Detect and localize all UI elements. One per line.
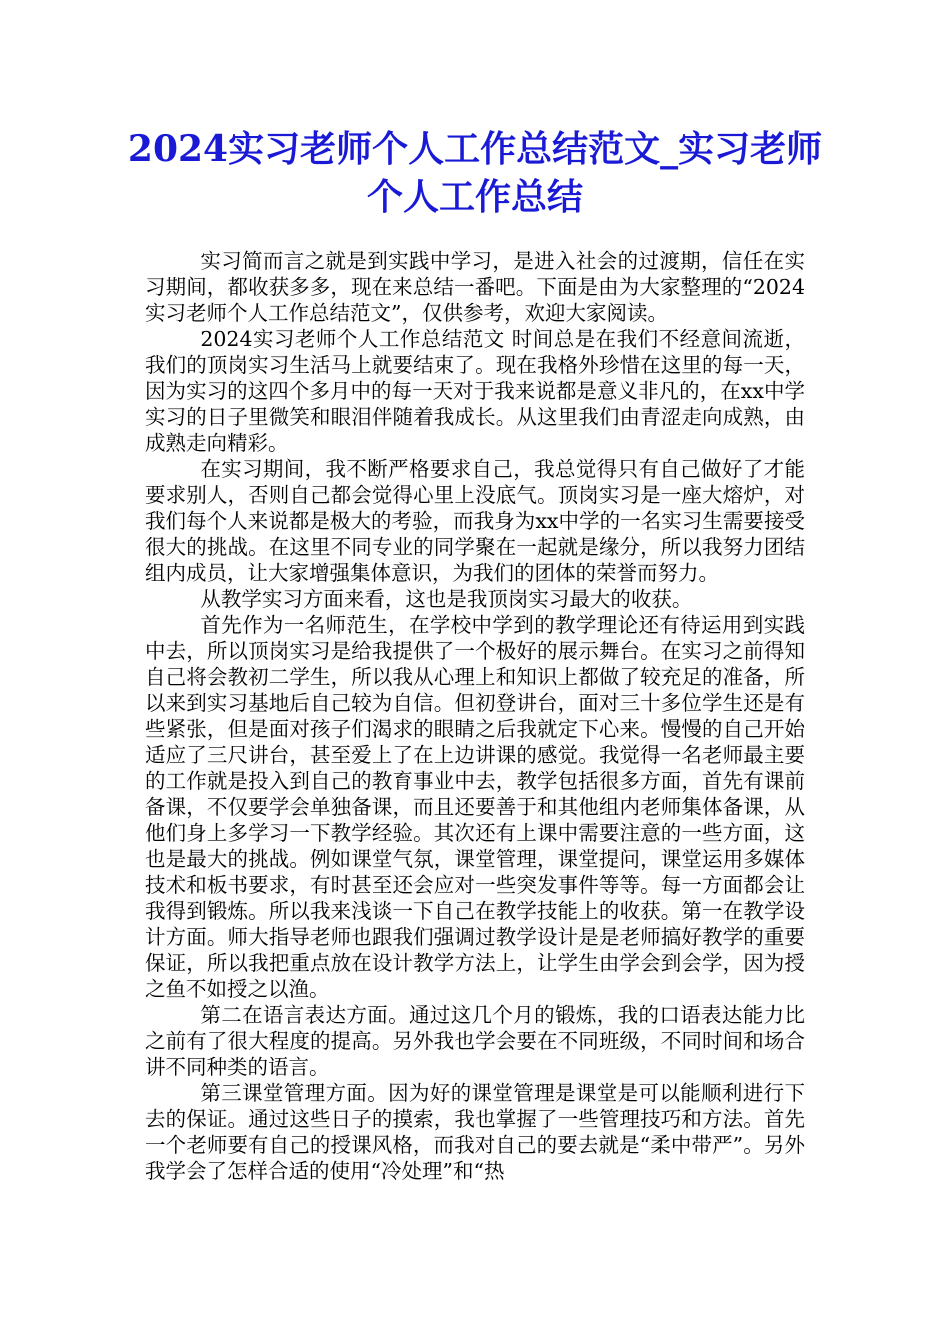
- paragraph-teaching-gain: 从教学实习方面来看，这也是我顶岗实习最大的收获。: [200, 587, 693, 611]
- paragraph-intro: 实习简而言之就是到实践中学习，是进入社会的过渡期，信任在实习期间，都收获多多，现在来总结一番吧。下面是由为大家整理的“2024实习老师个人工作总结范文”，仅供参考，欢迎大家阅读。: [145, 249, 805, 325]
- paragraph-self-discipline: 在实习期间，我不断严格要求自己，我总觉得只有自己做好了才能要求别人，否则自己都会觉得心里上没底气。顶岗实习是一座大熔炉，对我们每个人来说都是极大的考验，而我身为xx中学的一名实习生需要接受很大的挑战。在这里不同专业的同学聚在一起就是缘分，所以我努力团结组内成员，让大家增强集体意识，为我们的团体的荣誉而努力。: [145, 457, 805, 585]
- document-title: 2024实习老师个人工作总结范文_实习老师个人工作总结: [127, 128, 823, 218]
- paragraph-classroom-management: 第三课堂管理方面。因为好的课堂管理是课堂是可以能顺利进行下去的保证。通过这些日子的摸索，我也掌握了一些管理技巧和方法。首先一个老师要有自己的授课风格，而我对自己的要去就是“柔中带严”。另外我学会了怎样合适的使用“冷处理”和“热: [145, 1081, 805, 1183]
- document-body: [145, 248, 805, 1184]
- paragraph-teaching-design: 首先作为一名师范生，在学校中学到的教学理论还有待运用到实践中去，所以顶岗实习是给我提供了一个极好的展示舞台。在实习之前得知自己将会教初二学生，所以我从心理上和知识上都做了较充足的准备，所以来到实习基地后自己较为自信。但初登讲台，面对三十多位学生还是有些紧张，但是面对孩子们渴求的眼睛之后我就定下心来。慢慢的自己开始适应了三尺讲台，甚至爱上了在上边讲课的感觉。我觉得一名老师最主要的工作就是投入到自己的教育事业中去，教学包括很多方面，首先有课前备课，不仅要学会单独备课，而且还要善于和其他组内老师集体备课，从他们身上多学习一下教学经验。其次还有上课中需要注意的一些方面，这也是最大的挑战。例如课堂气氛，课堂管理，课堂提问，课堂运用多媒体技术和板书要求，有时甚至还会应对一些突发事件等等。每一方面都会让我得到锻炼。所以我来浅谈一下自己在教学技能上的收获。第一在教学设计方面。师大指导老师也跟我们强调过教学设计是是老师搞好教学的重要保证，所以我把重点放在设计教学方法上，让学生由学会到会学，因为授之鱼不如授之以渔。: [145, 613, 805, 1001]
- paragraph-opening: 2024实习老师个人工作总结范文 时间总是在我们不经意间流逝，我们的顶岗实习生活马上就要结束了。现在我格外珍惜在这里的每一天，因为实习的这四个多月中的每一天对于我来说都是意义非凡的，在xx中学实习的日子里微笑和眼泪伴随着我成长。从这里我们由青涩走向成熟，由成熟走向精彩。: [145, 327, 805, 455]
- paragraph-language-expression: 第二在语言表达方面。通过这几个月的锻炼，我的口语表达能力比之前有了很大程度的提高。另外我也学会要在不同班级，不同时间和场合讲不同种类的语言。: [145, 1003, 805, 1079]
